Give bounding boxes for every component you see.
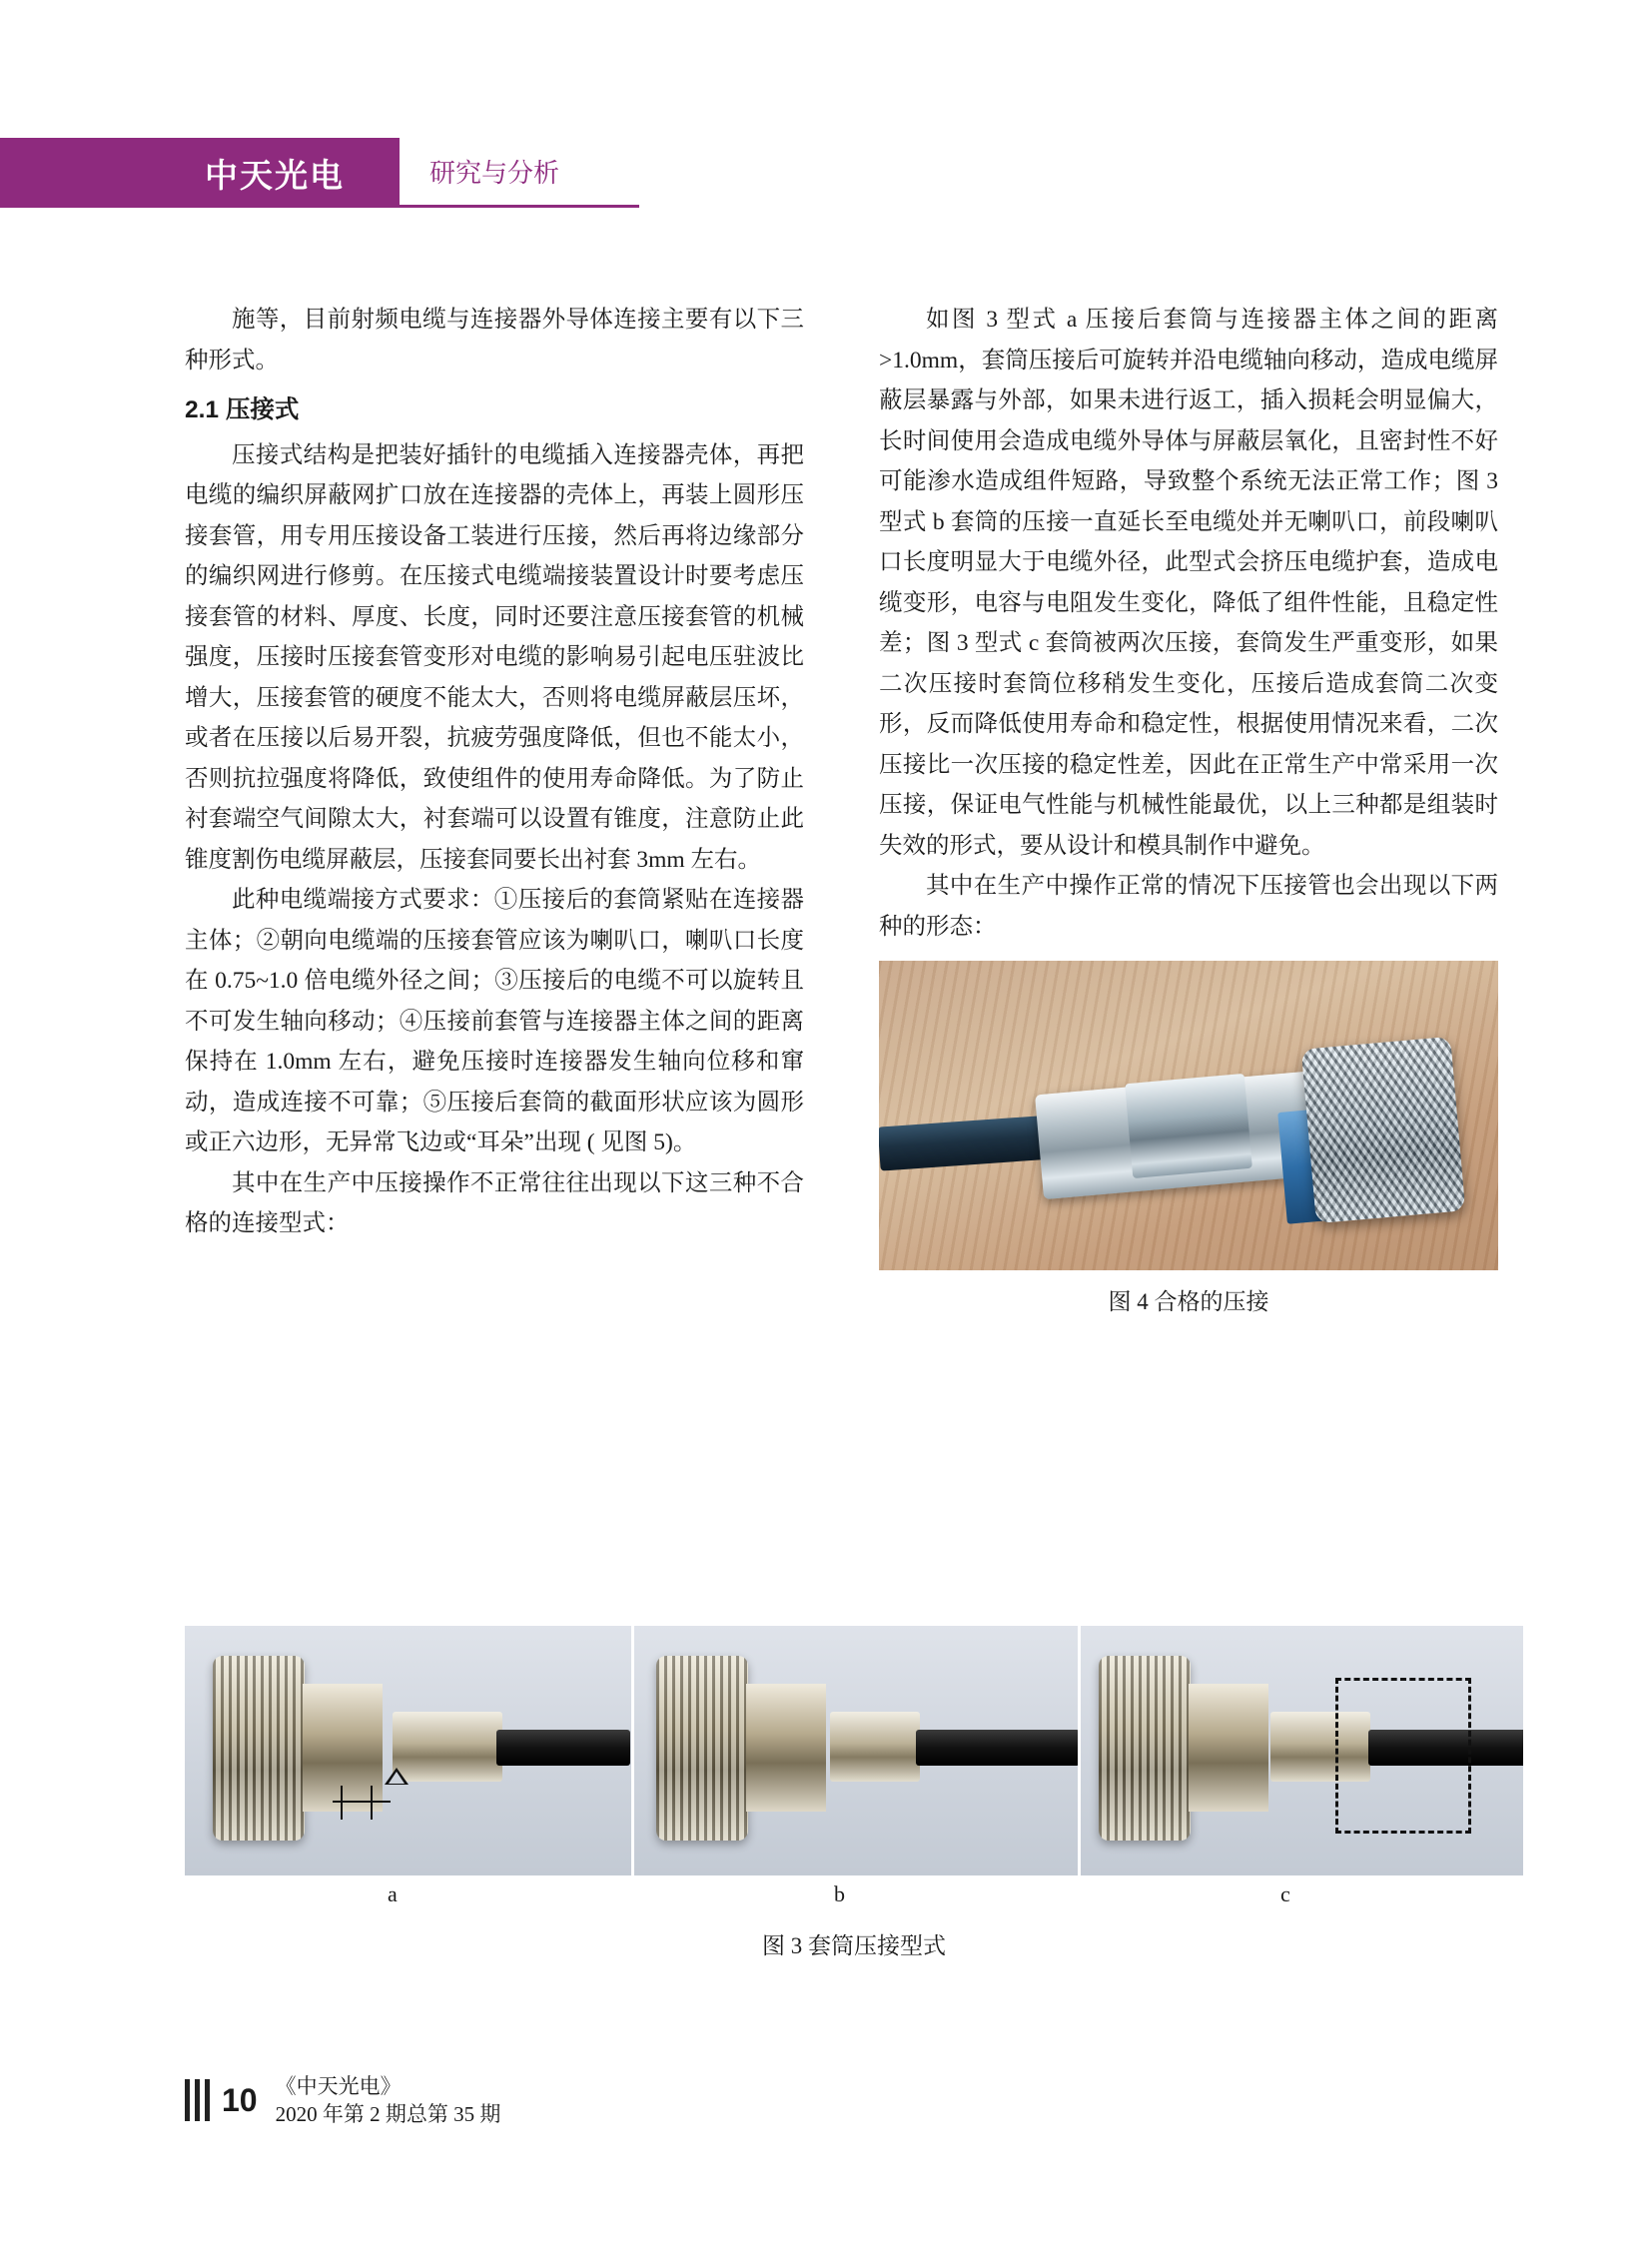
figure-3-panel-a <box>185 1626 630 1875</box>
barcode-decoration-icon <box>185 2079 210 2121</box>
figure-3b-knurled-nut <box>656 1656 748 1841</box>
figure-3b-cable <box>916 1730 1080 1766</box>
left-column <box>185 300 804 1244</box>
paragraph-normal-forms: 其中在生产中操作正常的情况下压接管也会出现以下两种的形态： <box>879 873 1498 940</box>
figure-3-label-b: b <box>834 1881 845 1906</box>
figure-3c-knurled-nut <box>1099 1656 1191 1841</box>
figure-3-panel-c <box>1078 1626 1523 1875</box>
page-footer <box>185 2072 500 2128</box>
figure-3b-hex-body <box>746 1684 826 1812</box>
figure-3c-hex-body <box>1189 1684 1268 1812</box>
figure-3a-cable <box>496 1730 630 1766</box>
paragraph-figure3-analysis: 如图 3 型式 a 压接后套筒与连接器主体之间的距离 >1.0mm，套筒压接后可旋转并沿电缆轴向移动，造成电缆屏蔽层暴露与外部，如果未进行返工，插入损耗会明显偏大，长时间使用会造成电缆外导体与屏蔽层氧化，且密封性不好可能渗水造成组件短路，导致整个系统无法正常工作；图 3 型式 b 套筒的压接一直延长至电缆处并无喇叭口，前段喇叭口长度明显大于电缆外径，此型式会挤压电缆护套，造成电缆变形，电容与电阻发生变化，降低了组件性能，且稳定性差；图 3 型式 c 套筒被两次压接，套筒发生严重变形，如果二次压接时套筒位移稍发生变化，压接后造成套筒二次变形，反而降低使用寿命和稳定性，根据使用情况来看，二次压接比一次压接的稳定性差，因此在正常生产中常采用一次压接，保证电气性能与机械性能最优，以上三种都是组装时失效的形式，要从设计和模具制作中避免。 <box>879 307 1498 859</box>
journal-brand-label: 中天光电 <box>205 155 345 195</box>
figure-4-crimp-sleeve <box>1125 1074 1252 1178</box>
paragraph-defect-intro: 其中在生产中压接操作不正常往往出现以下这三种不合格的连接型式： <box>185 1169 804 1236</box>
page-header <box>0 138 639 208</box>
figure-3-label-c: c <box>1280 1881 1290 1906</box>
footer-journal-info <box>276 2072 501 2128</box>
figure-3-label-a: a <box>388 1881 398 1906</box>
figure-3-panel-labels <box>185 1881 1523 1915</box>
figure-3a-gap-dimension <box>333 1786 393 1826</box>
figure-3-panel-b <box>631 1626 1080 1875</box>
right-column <box>879 300 1498 1323</box>
figure-3a-knurled-nut <box>213 1656 305 1841</box>
figure-3-block <box>185 1608 1523 1960</box>
section-label: 研究与分析 <box>429 158 560 188</box>
figure-3b-crimp-sleeve <box>830 1712 920 1782</box>
section-label-container <box>400 138 639 208</box>
paragraph-intro: 施等，目前射频电缆与连接器外导体连接主要有以下三种形式。 <box>185 307 804 374</box>
page-number: 10 <box>222 2081 258 2118</box>
footer-issue: 2020 年第 2 期总第 35 期 <box>275 2102 501 2126</box>
section-heading-2-1: 2.1 压接式 <box>185 396 300 423</box>
paragraph-crimp-structure: 压接式结构是把装好插针的电缆插入连接器壳体，再把电缆的编织屏蔽网扩口放在连接器的壳体上，再装上圆形压接套管，用专用压接设备工装进行压接，然后再将边缘部分的编织网进行修剪。在压接式电缆端接装置设计时要考虑压接套管的材料、厚度、长度，同时还要注意压接套管的机械强度，压接时压接套管变形对电缆的影响易引起电压驻波比增大，压接套管的硬度不能太大，否则将电缆屏蔽层压坏，或者在压接以后易开裂，抗疲劳强度降低，但也不能太小，否则抗拉强度将降低，致使组件的使用寿命降低。为了防止衬套端空气间隙太大，衬套端可以设置有锥度，注意防止此锥度割伤电缆屏蔽层，压接套同要长出衬套 3mm 左右。 <box>185 441 804 873</box>
figure-4-photo <box>879 961 1498 1270</box>
figure-3-photo <box>185 1626 1523 1875</box>
journal-brand-badge <box>0 138 400 208</box>
figure-4-knurled-nut <box>1301 1037 1466 1223</box>
figure-3a-delta-symbol <box>385 1768 409 1786</box>
figure-4-caption: 图 4 合格的压接 <box>1108 1289 1269 1314</box>
figure-3c-highlight-box <box>1335 1678 1471 1834</box>
footer-journal-name: 《中天光电》 <box>275 2074 402 2098</box>
figure-3-caption: 图 3 套筒压接型式 <box>762 1933 946 1958</box>
paragraph-crimp-requirements: 此种电缆端接方式要求：①压接后的套筒紧贴在连接器主体；②朝向电缆端的压接套管应该为喇叭口，喇叭口长度在 0.75~1.0 倍电缆外径之间；③压接后的电缆不可以旋转且不可发生轴向移动；④压接前套管与连接器主体之间的距离保持在 1.0mm 左右，避免压接时连接器发生轴向位移和窜动，造成连接不可靠；⑤压接后套筒的截面形状应该为圆形或正六边形，无异常飞边或“耳朵”出现 ( 见图 5)。 <box>185 887 804 1155</box>
figure-3a-crimp-sleeve <box>393 1712 502 1782</box>
